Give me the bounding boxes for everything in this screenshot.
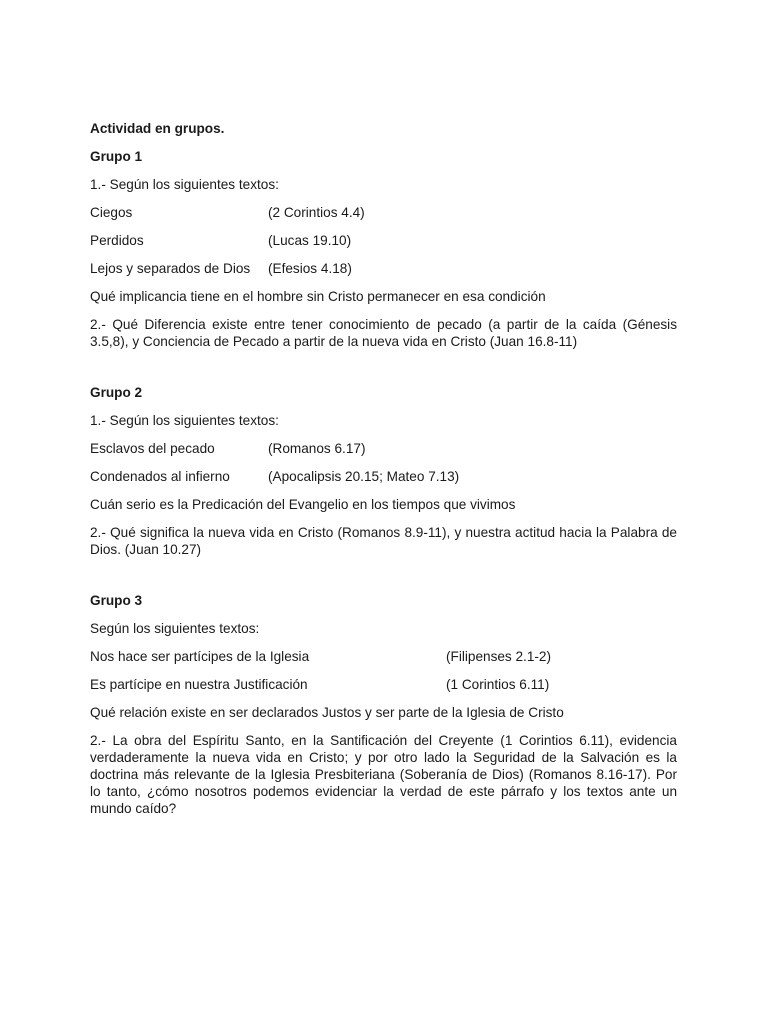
row-reference: (2 Corintios 4.4) [268, 205, 365, 220]
row-reference: (Lucas 19.10) [268, 233, 352, 248]
group2-question-2: 2.- Qué significa la nueva vida en Cristo (Romanos 8.9-11), y nuestra actitud hacia la Palabra de Dios. (Juan 10.27) [90, 525, 677, 557]
row-label: Ciegos [90, 205, 133, 220]
row-label: Esclavos del pecado [90, 441, 215, 456]
row-label: Es partícipe en nuestra Justificación [90, 677, 308, 692]
group2-title: Grupo 2 [90, 385, 143, 400]
group2-row [90, 440, 677, 457]
row-label: Nos hace ser partícipes de la Iglesia [90, 649, 310, 664]
group3-intro: Según los siguientes textos: [90, 621, 260, 636]
group3-row [90, 648, 677, 665]
row-label: Perdidos [90, 233, 144, 248]
group2-question: Cuán serio es la Predicación del Evangelio en los tiempos que vivimos [90, 497, 516, 512]
group1-intro: 1.- Según los siguientes textos: [90, 177, 279, 192]
row-reference: (1 Corintios 6.11) [446, 677, 550, 692]
group3-question-2: 2.- La obra del Espíritu Santo, en la Santificación del Creyente (1 Corintios 6.11), evidencia verdaderamente la nueva vida en Cristo; y por otro lado la Seguridad de la Salvación es la doctrina más relevante de la Iglesia Presbiteriana (Soberanía de Dios) (Romanos 8.16-17). Por lo tanto, ¿cómo nosotros podemos evidenciar la verdad de este párrafo y los textos ante un mundo caído? [90, 733, 677, 816]
group3-title: Grupo 3 [90, 593, 143, 608]
group3-row [90, 676, 677, 693]
section-spacer [90, 361, 677, 384]
row-reference: (Romanos 6.17) [268, 441, 366, 456]
group2-intro: 1.- Según los siguientes textos: [90, 413, 279, 428]
row-label: Condenados al infierno [90, 469, 230, 484]
group3-question: Qué relación existe en ser declarados Justos y ser parte de la Iglesia de Cristo [90, 705, 564, 720]
group1-row [90, 232, 677, 249]
row-label: Lejos y separados de Dios [90, 261, 251, 276]
activity-heading: Actividad en grupos. [90, 121, 225, 136]
group1-row [90, 204, 677, 221]
group1-question-2: 2.- Qué Diferencia existe entre tener conocimiento de pecado (a partir de la caída (Génesis 3.5,8), y Conciencia de Pecado a partir de la nueva vida en Cristo (Juan 16.8-11) [90, 317, 677, 349]
section-spacer [90, 569, 677, 592]
row-reference: (Filipenses 2.1-2) [446, 649, 552, 664]
group1-title: Grupo 1 [90, 149, 143, 164]
row-reference: (Apocalipsis 20.15; Mateo 7.13) [268, 469, 460, 484]
document-body [90, 120, 677, 828]
group2-row [90, 468, 677, 485]
group1-question: Qué implicancia tiene en el hombre sin Cristo permanecer en esa condición [90, 289, 546, 304]
row-reference: (Efesios 4.18) [268, 261, 352, 276]
group1-row [90, 260, 677, 277]
